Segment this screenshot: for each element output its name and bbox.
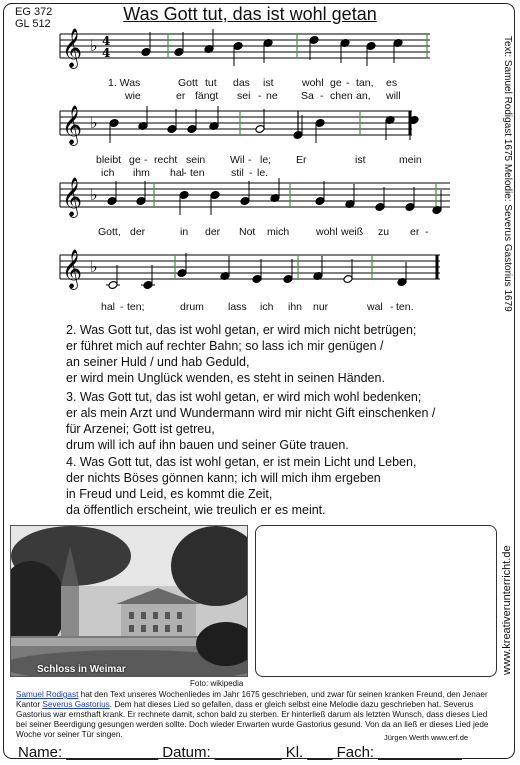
time-signature-top: 4 (102, 34, 111, 48)
credits-vertical (498, 36, 514, 326)
verse-line: 3. Was Gott tut, das ist wohl getan, er wird mich wohl bedenken; (66, 390, 422, 404)
lyric-syllable: er (410, 226, 420, 238)
verse-line: 4. Was Gott tut, das ist wohl getan, er ist mein Licht und Leben, (66, 455, 417, 469)
footer-fields[interactable]: Name: ___________ Datum: ________ Kl. ___ Fach: __________ (18, 744, 462, 761)
website-vertical (498, 535, 516, 675)
flat-icon: ♭ (90, 257, 98, 276)
link-severus-gastorius[interactable]: Severus Gastorius (42, 700, 110, 709)
verse-line: der nichts Böses gönnen kann; ich will mich ihm ergeben (66, 471, 381, 485)
lyric-syllable: - (346, 77, 350, 89)
flat-icon: ♭ (90, 36, 98, 55)
lyric-syllable: - (258, 90, 262, 102)
lyric-syllable: 1. Was (108, 77, 141, 89)
lyric-syllable: chen (330, 90, 353, 102)
verse-line: 2. Was Gott tut, das ist wohl getan, er wird mich nicht betrügen; (66, 323, 417, 337)
link-samuel-rodigast[interactable]: Samuel Rodigast (16, 690, 79, 699)
treble-clef-icon: 𝄞 (62, 177, 83, 217)
lyric-syllable: - (425, 226, 429, 238)
lyric-syllable: ihn (288, 301, 303, 313)
lyric-syllable: Gott (178, 77, 198, 89)
verse-line: in Freud und Leid, es kommt die Zeit, (66, 487, 273, 501)
lyric-syllable: sein (186, 154, 206, 166)
lyric-syllable: wal (367, 301, 383, 313)
photo-schloss-weimar (10, 525, 248, 677)
lyric-syllable: Er (296, 154, 307, 166)
lyric-syllable: er (176, 90, 186, 102)
author-credit: Jürgen Werth www.erf.de (384, 733, 469, 742)
lyric-syllable: wohl (316, 226, 338, 238)
lyric-syllable: - (249, 167, 253, 179)
lyric-syllable: ich (101, 167, 115, 179)
photo-source: Foto: wikipedia (190, 679, 244, 688)
lyric-syllable: ge (129, 154, 141, 166)
treble-clef-icon: 𝄞 (62, 28, 83, 68)
hymn-number-eg: EG 372 (15, 6, 53, 18)
info-text-2: . Dem hat dieses Lied so gefallen, dass er gleich selbst eine Melodie dazu geschrieben hat. Severus Gastorius war ernsthaft krank. Er rechnete damit, schon bald zu sterben. Er hinterließ darum als letzten Wunsch, dass dieses Lied bei seiner Beerdigung gesungen werden sollte. Doch wieder Erwarten wurde Gastorius gesund. Von da an ließ er dieses Lied jede Woche vor seiner Tür singen. (16, 700, 489, 739)
verse-line: an seiner Huld / und hab Geduld, (66, 355, 250, 369)
lyric-syllable: ne (266, 90, 278, 102)
lyric-syllable: ist (263, 77, 274, 89)
lyric-syllable: der (205, 226, 221, 238)
lyric-syllable: mich (267, 226, 290, 238)
lyric-syllable: in (180, 226, 189, 238)
lyric-syllable: Gott, (98, 226, 121, 238)
lyric-syllable: das (233, 77, 250, 89)
verse-line: da öffentlich erscheint, wie treulich er es meint. (66, 503, 326, 517)
time-signature-bottom: 4 (102, 46, 111, 60)
lyric-syllable: mein (399, 154, 422, 166)
lyric-syllable: - (183, 167, 187, 179)
lyric-syllable: hal (170, 167, 185, 179)
verse-line: er als mein Arzt und Wundermann wird mir nicht Gift einschenken / (66, 406, 436, 420)
website-text: www.kreativerunterricht.de (501, 545, 513, 675)
lyric-syllable: ist (355, 154, 366, 166)
page-title: Was Gott tut, das ist wohl getan (123, 4, 377, 24)
lyric-syllable: weiß (341, 226, 364, 238)
lyric-syllable: - (390, 301, 394, 313)
verse-line: für Arzenei; Gott ist getreu, (66, 422, 215, 436)
verse-line: drum will ich auf ihn bauen und seiner Güte trauen. (66, 438, 349, 452)
lyric-syllable: Sa (301, 90, 314, 102)
lyric-syllable: le; (260, 154, 272, 166)
lyric-syllable: zu (378, 226, 390, 238)
lyric-syllable: ten; (127, 301, 145, 313)
lyric-syllable: tan, (356, 77, 374, 89)
lyric-syllable: recht (154, 154, 178, 166)
lyric-syllable: wie (125, 90, 141, 102)
lyric-syllable: hal (101, 301, 116, 313)
lyric-syllable: wohl (302, 77, 324, 89)
info-text-1: hat den Text unseres Wochenliedes im Jahr 1675 geschrieben, und zwar für seinen kranken Freund, den Jenaer Kantor (16, 690, 488, 709)
photo-engraving (11, 526, 248, 677)
lyric-syllable: Wil (230, 154, 245, 166)
lyric-syllable: - (248, 154, 252, 166)
lyric-syllable: stil (231, 167, 244, 179)
photo-caption: Schloss in Weimar (37, 664, 126, 675)
hymn-number-gl: GL 512 (15, 18, 51, 30)
lyric-syllable: der (130, 226, 146, 238)
lyric-syllable: le. (257, 167, 269, 179)
flat-icon: ♭ (90, 185, 98, 204)
lyric-syllable: ten. (396, 301, 414, 313)
verse-line: er führet mich auf rechter Bahn; so lass ich mir genügen / (66, 339, 384, 353)
lyric-syllable: sei (237, 90, 251, 102)
verse-line: er wird mein Unglück wenden, es steht in seinen Händen. (66, 371, 385, 385)
lyric-syllable: ge (330, 77, 342, 89)
credits-text: Text: Samuel Rodigast 1675 Melodie: Severus Gastorius 1679 (502, 36, 513, 312)
lyric-syllable: Not (239, 226, 256, 238)
lyric-syllable: an, (356, 90, 371, 102)
lyric-syllable: fängt (195, 90, 219, 102)
lyric-syllable: - (320, 90, 324, 102)
treble-clef-icon: 𝄞 (62, 105, 83, 145)
lyric-syllable: nur (313, 301, 329, 313)
lyric-syllable: ten (190, 167, 205, 179)
lyric-syllable: bleibt (96, 154, 122, 166)
lyric-syllable: will (386, 90, 401, 102)
lyric-syllable: tut (205, 77, 217, 89)
drawing-box[interactable] (255, 525, 497, 677)
lyric-syllable: ihm (133, 167, 150, 179)
lyric-syllable: lass (228, 301, 247, 313)
lyric-syllable: - (120, 301, 124, 313)
lyric-syllable: es (386, 77, 398, 89)
treble-clef-icon: 𝄞 (62, 249, 83, 289)
lyric-syllable: drum (180, 301, 204, 313)
lyric-syllable: - (144, 154, 148, 166)
lyric-syllable: ich (260, 301, 274, 313)
flat-icon: ♭ (90, 113, 98, 132)
